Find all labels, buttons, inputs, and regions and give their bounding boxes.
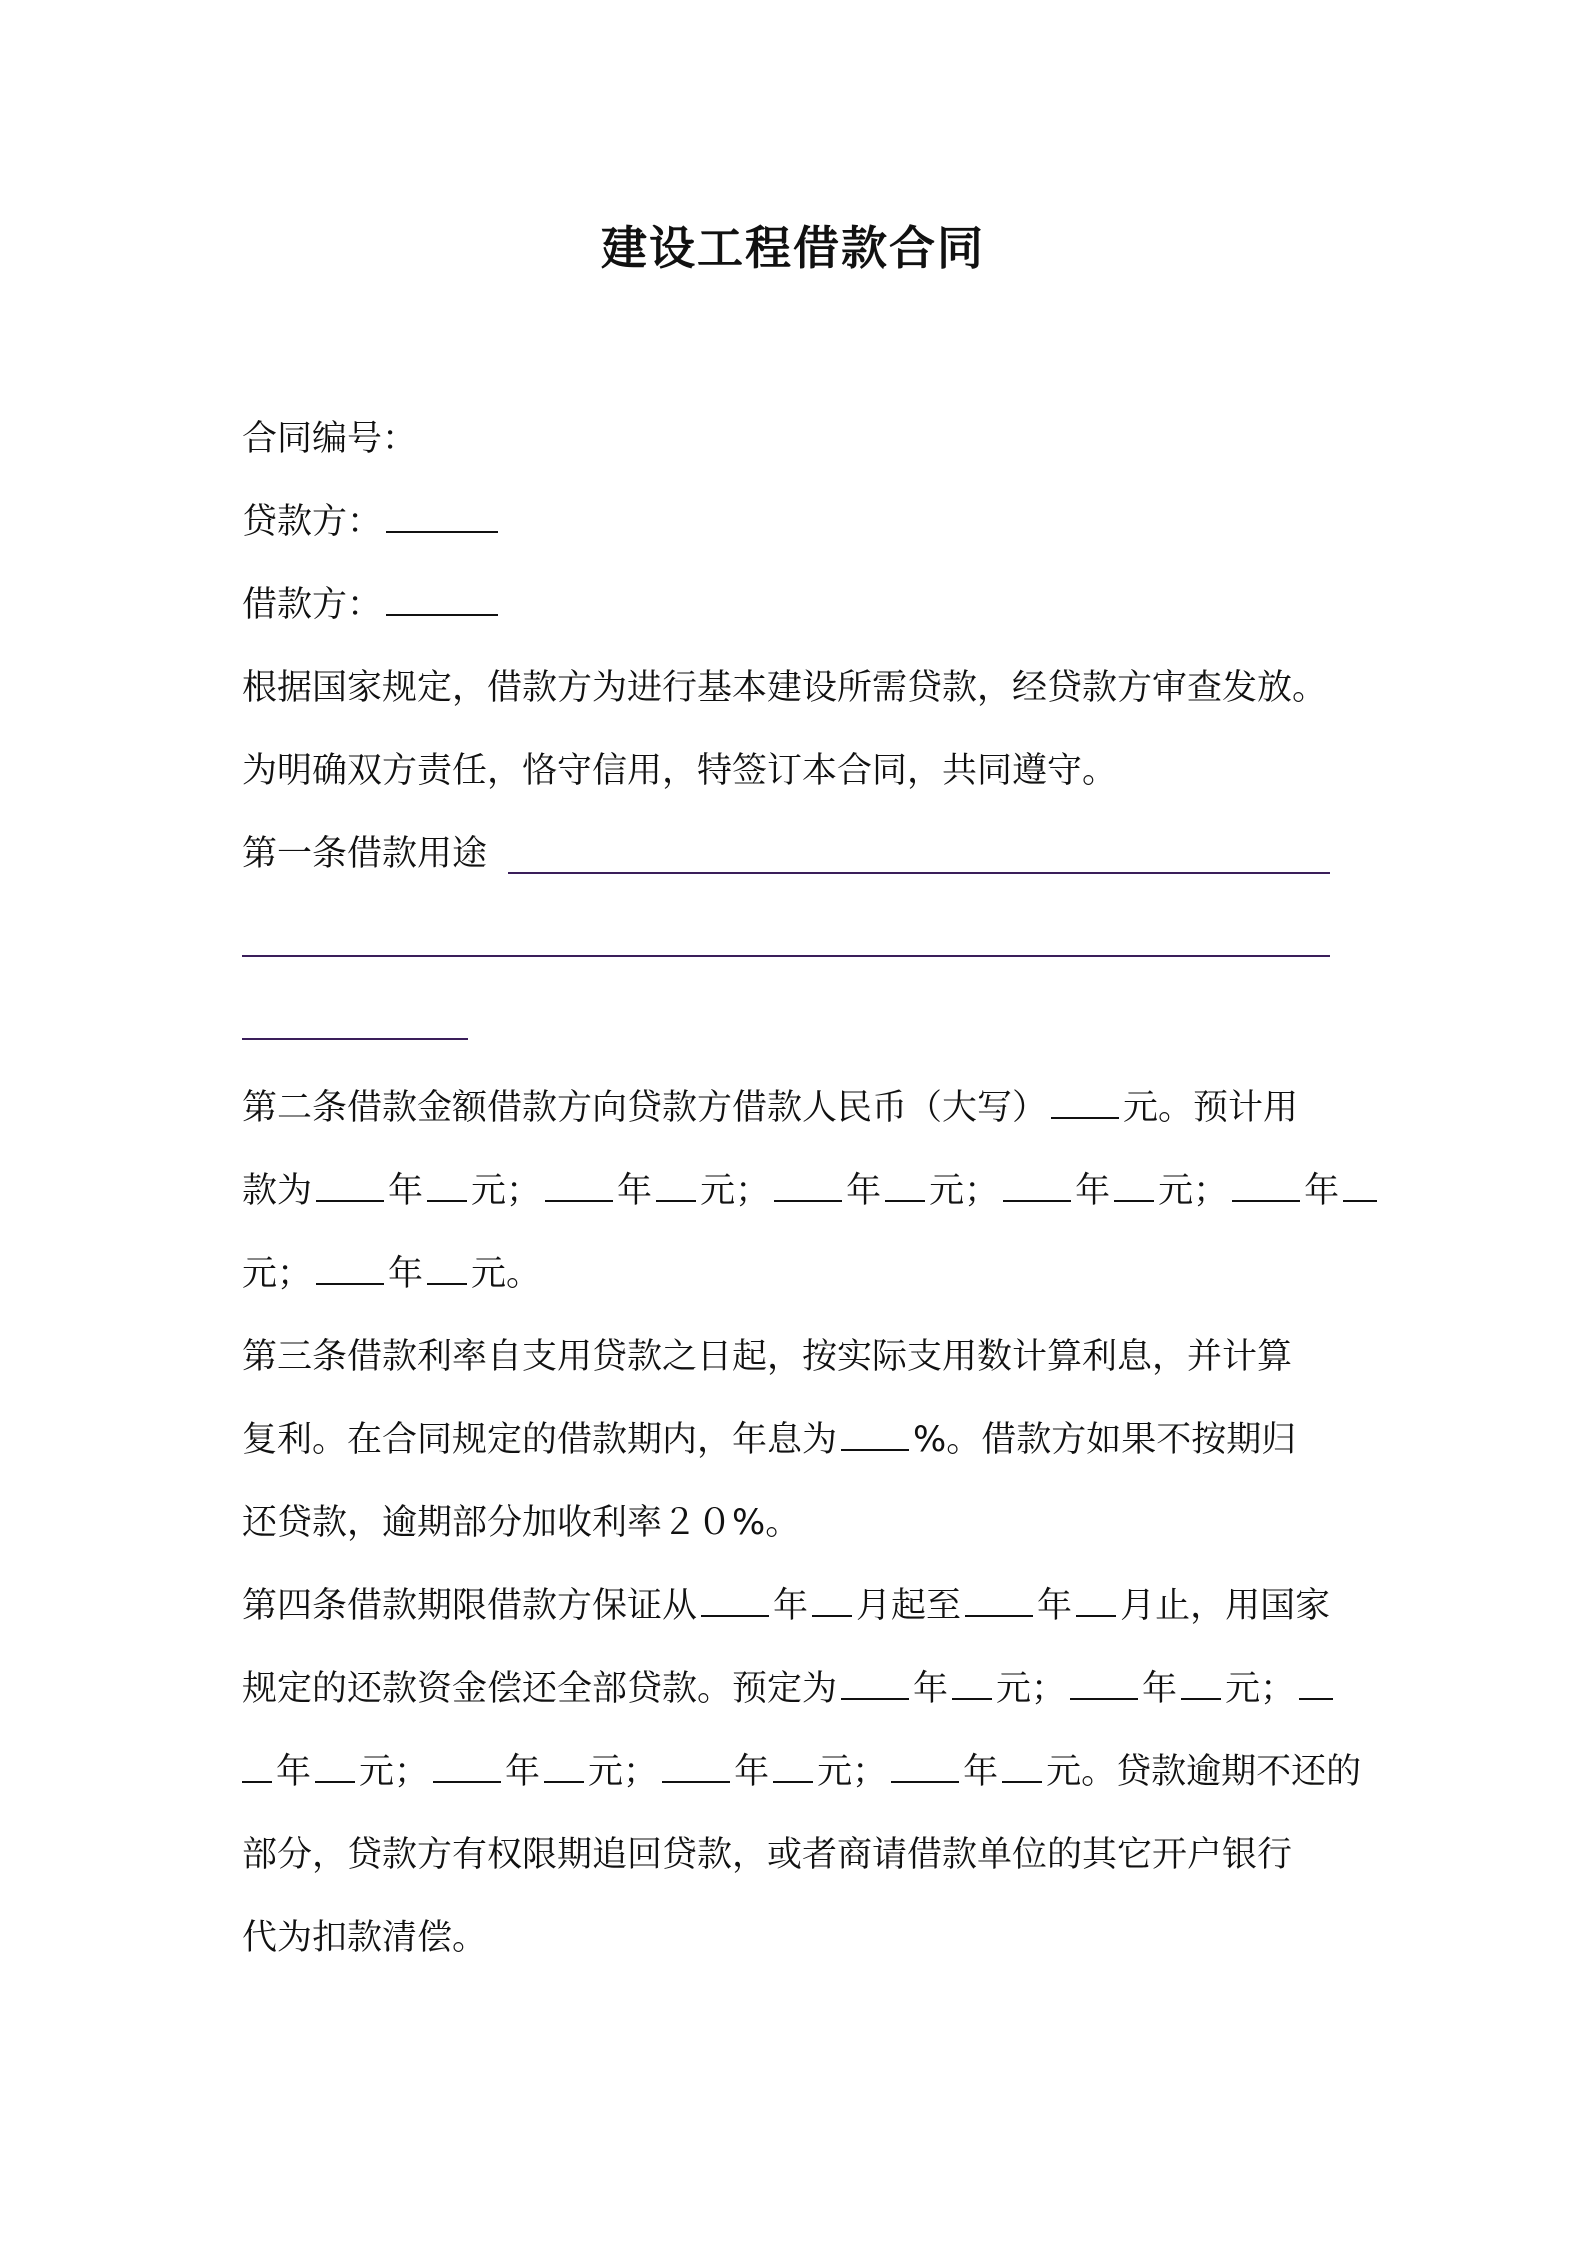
year-unit: 年	[1075, 1171, 1111, 1211]
article-2-line-3	[242, 1249, 541, 1299]
amount-blank	[1051, 1083, 1119, 1119]
yuan-blank	[773, 1747, 813, 1783]
yuan-unit: 元；	[817, 1752, 888, 1792]
article-4-line-1	[242, 1581, 1330, 1631]
year-unit: 年	[1304, 1171, 1340, 1211]
article-3-line-1: 第三条借款利率自支用贷款之日起，按实际支用数计算利息，并计算	[242, 1337, 1293, 1377]
yuan-blank	[952, 1664, 992, 1700]
yuan-blank	[1343, 1166, 1377, 1202]
contract-number-line	[242, 414, 417, 464]
article-3-line-3: 还贷款，逾期部分加收利率２０%。	[242, 1503, 801, 1543]
year-blank	[316, 1249, 384, 1285]
year-blank	[774, 1166, 842, 1202]
yuan-unit: 元；	[242, 1254, 313, 1294]
yuan-blank	[427, 1166, 467, 1202]
yuan-unit: 元；	[359, 1752, 430, 1792]
start-year-blank	[701, 1581, 769, 1617]
year-unit: 年	[388, 1171, 424, 1211]
lender-blank	[386, 497, 498, 533]
borrower-blank	[386, 580, 498, 616]
article-3-line-2	[242, 1415, 1296, 1465]
year-blank	[662, 1747, 730, 1783]
article-3-text-b: %。借款方如果不按期归	[913, 1420, 1297, 1460]
year-unit: 年	[1037, 1586, 1073, 1626]
article-4-line-5: 代为扣款清偿。	[242, 1918, 488, 1958]
article-4-line-3	[242, 1747, 1361, 1797]
article-2-text-a: 第二条借款金额借款方向贷款方借款人民币（大写）	[242, 1088, 1048, 1128]
article-3-text-a: 复利。在合同规定的借款期内，年息为	[242, 1420, 838, 1460]
article-1-heading	[242, 829, 487, 879]
borrower-line	[242, 580, 502, 630]
preamble-line-1: 根据国家规定，借款方为进行基本建设所需贷款，经贷款方审查发放。	[242, 668, 1328, 708]
year-unit: 年	[773, 1586, 809, 1626]
article-1-title: 第一条借款用途	[242, 834, 488, 874]
yuan-unit: 元；	[1158, 1171, 1229, 1211]
yuan-unit: 元；	[471, 1171, 542, 1211]
yuan-unit: 元；	[996, 1669, 1067, 1709]
yuan-end-unit: 元。	[1046, 1752, 1117, 1792]
article-4-text-e: 月止，用国家	[1120, 1586, 1331, 1626]
yuan-blank	[1114, 1166, 1154, 1202]
year-unit: 年	[963, 1752, 999, 1792]
yuan-unit: 元；	[588, 1752, 659, 1792]
yuan-blank	[544, 1747, 584, 1783]
yuan-blank	[427, 1249, 467, 1285]
article-4-text-c: 月起至	[856, 1586, 962, 1626]
article-1-blank-line-3	[242, 1038, 468, 1040]
lender-label: 贷款方：	[242, 502, 383, 542]
borrower-label: 借款方：	[242, 585, 383, 625]
yuan-blank	[885, 1166, 925, 1202]
yuan-blank	[315, 1747, 355, 1783]
year-unit: 年	[276, 1752, 312, 1792]
year-blank	[1070, 1664, 1138, 1700]
yuan-unit: 元；	[1225, 1669, 1296, 1709]
year-unit: 年	[913, 1669, 949, 1709]
yuan-unit: 元；	[700, 1171, 771, 1211]
article-2-line-1	[242, 1083, 1298, 1133]
yuan-blank	[1181, 1664, 1221, 1700]
article-2-schedule-label: 款为	[242, 1171, 313, 1211]
year-blank-end	[242, 1747, 272, 1783]
year-unit: 年	[388, 1254, 424, 1294]
contract-number-label: 合同编号：	[242, 419, 418, 459]
end-month-blank	[1076, 1581, 1116, 1617]
yuan-blank	[1002, 1747, 1042, 1783]
year-blank	[1232, 1166, 1300, 1202]
year-unit: 年	[734, 1752, 770, 1792]
document-title: 建设工程借款合同	[601, 221, 985, 275]
interest-rate-blank	[841, 1415, 909, 1451]
article-4-overdue-text: 贷款逾期不还的	[1116, 1752, 1362, 1792]
year-blank	[433, 1747, 501, 1783]
article-4-text-schedule: 规定的还款资金偿还全部贷款。预定为	[242, 1669, 838, 1709]
year-blank	[316, 1166, 384, 1202]
yuan-blank	[656, 1166, 696, 1202]
year-unit: 年	[846, 1171, 882, 1211]
preamble-line-2: 为明确双方责任，恪守信用，特签订本合同，共同遵守。	[242, 751, 1118, 791]
yuan-unit: 元；	[929, 1171, 1000, 1211]
article-4-line-2	[242, 1664, 1337, 1714]
end-year-blank	[965, 1581, 1033, 1617]
article-1-blank-line-1	[508, 872, 1330, 874]
article-4-text-a: 第四条借款期限借款方保证从	[242, 1586, 698, 1626]
year-blank	[891, 1747, 959, 1783]
start-month-blank	[812, 1581, 852, 1617]
year-unit: 年	[1142, 1669, 1178, 1709]
yuan-end-unit: 元。	[471, 1254, 542, 1294]
year-blank-start	[1299, 1664, 1333, 1700]
article-2-line-2	[242, 1166, 1381, 1216]
article-2-text-b: 元。预计用	[1123, 1088, 1299, 1128]
year-blank	[545, 1166, 613, 1202]
article-4-line-4: 部分，贷款方有权限期追回贷款，或者商请借款单位的其它开户银行	[242, 1835, 1293, 1875]
year-blank	[841, 1664, 909, 1700]
year-unit: 年	[505, 1752, 541, 1792]
year-blank	[1003, 1166, 1071, 1202]
article-1-blank-line-2	[242, 955, 1330, 957]
lender-line	[242, 497, 502, 547]
year-unit: 年	[617, 1171, 653, 1211]
